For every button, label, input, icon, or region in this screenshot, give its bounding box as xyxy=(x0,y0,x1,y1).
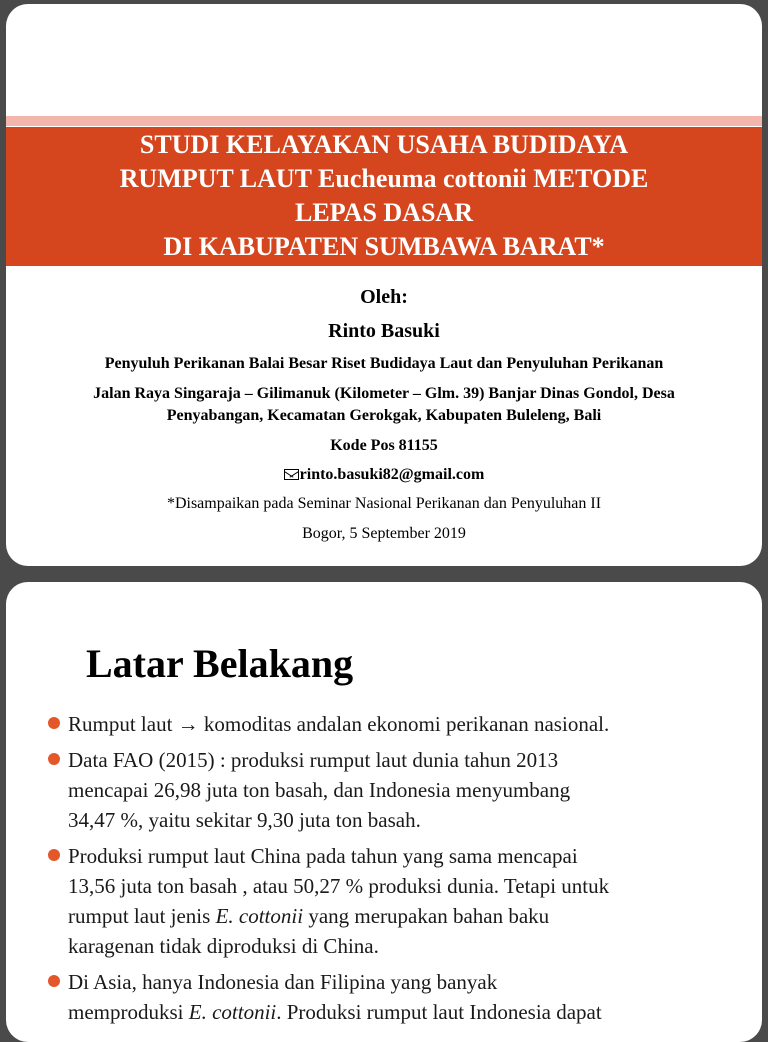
bullet-line: Produksi rumput laut China pada tahun yang sama mencapai xyxy=(68,844,578,868)
address-line-1: Jalan Raya Singaraja – Gilimanuk (Kilometer – Glm. 39) Banjar Dinas Gondol, Desa xyxy=(93,385,675,402)
bullet-line: karagenan tidak diproduksi di China. xyxy=(68,934,379,958)
slide-title-line: DI KABUPATEN SUMBAWA BARAT* xyxy=(163,232,605,261)
species-name: E. cottonii xyxy=(215,904,304,928)
bullet-list xyxy=(46,709,746,1033)
bullet-text: memproduksi xyxy=(68,1000,189,1024)
bullet-item xyxy=(46,841,746,961)
bullet-line: Data FAO (2015) : produksi rumput laut dunia tahun 2013 xyxy=(68,748,559,772)
title-band xyxy=(6,127,762,266)
bullet-line xyxy=(68,901,746,931)
envelope-icon xyxy=(284,469,299,480)
author-affiliation: Penyuluh Perikanan Balai Besar Riset Budidaya Laut dan Penyuluhan Perikanan xyxy=(104,355,664,372)
slide-title-line: STUDI KELAYAKAN USAHA BUDIDAYA xyxy=(139,130,629,159)
background-slide xyxy=(6,582,762,1042)
slide-title-line: LEPAS DASAR xyxy=(295,198,473,227)
species-name: E. cottonii xyxy=(188,1000,277,1024)
slide-title xyxy=(6,128,762,264)
postal-code: Kode Pos 81155 xyxy=(330,437,438,454)
bullet-dot-icon xyxy=(48,717,60,729)
bullet-line: 13,56 juta ton basah , atau 50,27 % produksi dunia. Tetapi untuk xyxy=(68,874,610,898)
bullet-line: Rumput laut → komoditas andalan ekonomi perikanan nasional. xyxy=(68,712,610,736)
bullet-line xyxy=(68,997,746,1027)
bullet-dot-icon xyxy=(48,849,60,861)
bullet-dot-icon xyxy=(48,975,60,987)
title-slide xyxy=(6,4,762,566)
bullet-text: . Produksi rumput laut Indonesia dapat xyxy=(276,1000,602,1024)
address-line-2: Penyabangan, Kecamatan Gerokgak, Kabupaten Buleleng, Bali xyxy=(166,407,602,424)
email-line xyxy=(6,466,762,484)
email-address[interactable]: rinto.basuki82@gmail.com xyxy=(299,466,485,483)
seminar-date: Bogor, 5 September 2019 xyxy=(302,525,466,542)
bullet-text: yang merupakan bahan baku xyxy=(303,904,550,928)
bullet-text: rumput laut jenis xyxy=(68,904,216,928)
bullet-dot-icon xyxy=(48,753,60,765)
bullet-line: 34,47 %, yaitu sekitar 9,30 juta ton basah. xyxy=(68,808,421,832)
seminar-note: *Disampaikan pada Seminar Nasional Perikanan dan Penyuluhan II xyxy=(166,495,602,512)
title-accent-band xyxy=(6,116,762,126)
bullet-line: Di Asia, hanya Indonesia dan Filipina yang banyak xyxy=(68,970,498,994)
author-name: Rinto Basuki xyxy=(328,320,440,342)
bullet-line: mencapai 26,98 juta ton basah, dan Indonesia menyumbang xyxy=(68,778,571,802)
section-title: Latar Belakang xyxy=(86,641,354,686)
slide-title-line: RUMPUT LAUT Eucheuma cottonii METODE xyxy=(119,164,649,193)
bullet-item xyxy=(46,745,746,835)
bullet-item xyxy=(46,967,746,1027)
bullet-item xyxy=(46,709,746,739)
by-label: Oleh: xyxy=(360,286,408,308)
